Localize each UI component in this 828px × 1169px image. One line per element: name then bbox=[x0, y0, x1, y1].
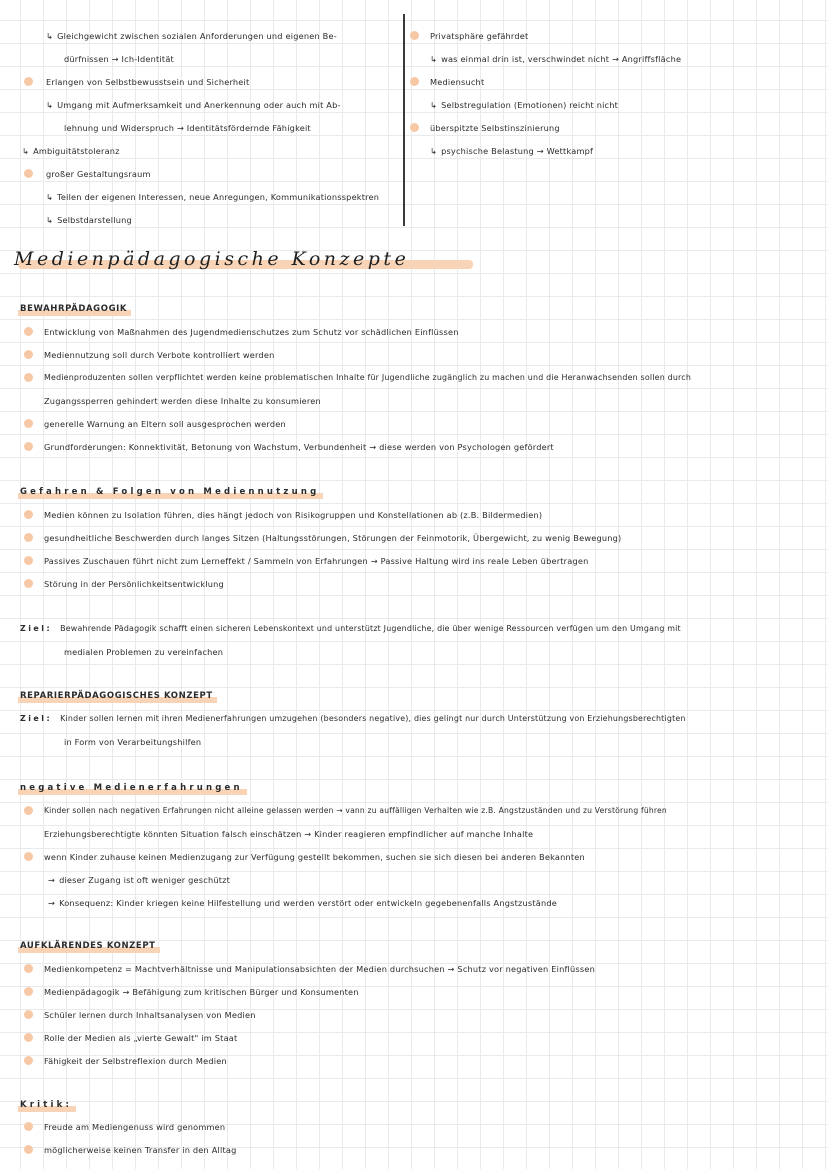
arrow-icon: ↳ bbox=[46, 31, 54, 41]
bullet-icon bbox=[24, 77, 33, 86]
bullet-icon bbox=[24, 442, 33, 451]
bullet-icon bbox=[24, 987, 33, 996]
arrow-icon: ↳ bbox=[22, 146, 30, 156]
goal-line: Ziel: Bewahrende Pädagogik schafft einen sicheren Lebenskontext und unterstützt Jugendliche, die über wenige Ressourcen verfügen um den Umgang mit bbox=[20, 624, 681, 633]
list-item: Rolle der Medien als „vierte Gewalt" im Staat bbox=[44, 1033, 238, 1043]
note-line: lehnung und Widerspruch → Identitätsfördernde Fähigkeit bbox=[64, 123, 311, 133]
note-line: ↳ Umgang mit Aufmerksamkeit und Anerkennung oder auch mit Ab- bbox=[46, 100, 341, 110]
note-line: ↳ Ambiguitätstoleranz bbox=[22, 146, 120, 156]
section-heading-negativ: negative Medienerfahrungen bbox=[20, 782, 243, 794]
arrow-icon: ↳ bbox=[430, 146, 438, 156]
bullet-icon bbox=[24, 169, 33, 178]
list-item: Mediennutzung soll durch Verbote kontrolliert werden bbox=[44, 350, 275, 360]
bullet-icon bbox=[24, 533, 33, 542]
arrow-icon: ↳ bbox=[46, 192, 54, 202]
note-line: ↳ Selbstdarstellung bbox=[46, 215, 132, 225]
note-line: Erlangen von Selbstbewusstsein und Sicherheit bbox=[46, 77, 250, 87]
section-heading-bewahr: BEWAHRPÄDAGOGIK bbox=[20, 303, 127, 315]
list-item: generelle Warnung an Eltern soll ausgesprochen werden bbox=[44, 419, 286, 429]
bullet-icon bbox=[24, 579, 33, 588]
list-item: Grundforderungen: Konnektivität, Betonung von Wachstum, Verbundenheit → diese werden von Psychologen gefördert bbox=[44, 442, 554, 452]
arrow-icon: ↳ bbox=[46, 215, 54, 225]
list-item: wenn Kinder zuhause keinen Medienzugang zur Verfügung gestellt bekommen, suchen sie sich diesen bei anderen Bekannten bbox=[44, 852, 585, 862]
list-item: Zugangssperren gehindert werden diese Inhalte zu konsumieren bbox=[44, 396, 321, 406]
list-item: Medienpädagogik → Befähigung zum kritischen Bürger und Konsumenten bbox=[44, 987, 359, 997]
list-item: Medien können zu Isolation führen, dies hängt jedoch von Risikogruppen und Konstellationen ab (z.B. Bildermedien) bbox=[44, 510, 543, 520]
note-line: dürfnissen → Ich-Identität bbox=[64, 54, 174, 64]
note-line: ↳ Teilen der eigenen Interessen, neue Anregungen, Kommunikationsspektren bbox=[46, 192, 380, 202]
list-item: Fähigkeit der Selbstreflexion durch Medien bbox=[44, 1056, 227, 1066]
bullet-icon bbox=[24, 1010, 33, 1019]
note-line: großer Gestaltungsraum bbox=[46, 169, 151, 179]
arrow-icon: → bbox=[48, 875, 56, 885]
section-heading-kritik: Kritik: bbox=[20, 1099, 72, 1111]
bullet-icon bbox=[24, 1122, 33, 1131]
note-line: Privatsphäre gefährdet bbox=[430, 31, 529, 41]
goal-line: in Form von Verarbeitungshilfen bbox=[64, 737, 202, 747]
bullet-icon bbox=[410, 77, 419, 86]
list-item: gesundheitliche Beschwerden durch langes Sitzen (Haltungsstörungen, Störungen der Feinmotorik, Übergewicht, zu wenig Bewegung) bbox=[44, 533, 622, 543]
bullet-icon bbox=[410, 31, 419, 40]
bullet-icon bbox=[24, 419, 33, 428]
arrow-icon: ↳ bbox=[430, 100, 438, 110]
list-item: möglicherweise keinen Transfer in den Alltag bbox=[44, 1145, 237, 1155]
note-line: ↳ Selbstregulation (Emotionen) reicht nicht bbox=[430, 100, 619, 110]
list-item: → dieser Zugang ist oft weniger geschützt bbox=[48, 875, 231, 885]
list-item: Freude am Mediengenuss wird genommen bbox=[44, 1122, 226, 1132]
bullet-icon bbox=[24, 510, 33, 519]
section-heading-reparier: REPARIERPÄDAGOGISCHES KONZEPT bbox=[20, 690, 213, 702]
note-line: ↳ Gleichgewicht zwischen sozialen Anforderungen und eigenen Be- bbox=[46, 31, 337, 41]
list-item: Störung in der Persönlichkeitsentwicklung bbox=[44, 579, 224, 589]
arrow-icon: ↳ bbox=[430, 54, 438, 64]
bullet-icon bbox=[24, 1056, 33, 1065]
page-title: Medienpädagogische Konzepte bbox=[14, 248, 410, 270]
section-heading-aufklaerend: AUFKLÄRENDES KONZEPT bbox=[20, 940, 156, 952]
list-item: → Konsequenz: Kinder kriegen keine Hilfestellung und werden verstört oder entwickeln gegebenenfalls Angstzustände bbox=[48, 898, 557, 908]
arrow-icon: → bbox=[48, 898, 56, 908]
note-line: Mediensucht bbox=[430, 77, 485, 87]
note-line: ↳ psychische Belastung → Wettkampf bbox=[430, 146, 594, 156]
list-item: Entwicklung von Maßnahmen des Jugendmedienschutzes zum Schutz vor schädlichen Einflüssen bbox=[44, 327, 459, 337]
list-item: Kinder sollen nach negativen Erfahrungen nicht alleine gelassen werden → vann zu auffälligen Verhalten wie z.B. Angstzuständen und zu Verstörung führen bbox=[44, 806, 667, 815]
bullet-icon bbox=[24, 556, 33, 565]
list-item: Medienkompetenz = Machtverhältnisse und Manipulationsabsichten der Medien durchsuchen → Schutz vor negativen Einflüssen bbox=[44, 964, 595, 974]
bullet-icon bbox=[24, 327, 33, 336]
list-item: Passives Zuschauen führt nicht zum Lerneffekt / Sammeln von Erfahrungen → Passive Haltung wird ins reale Leben übertragen bbox=[44, 556, 589, 566]
list-item: Erziehungsberechtigte könnten Situation falsch einschätzen → Kinder reagieren empfindlicher auf manche Inhalte bbox=[44, 829, 534, 839]
note-line: überspitzte Selbstinszinierung bbox=[430, 123, 560, 133]
section-heading-gefahren: Gefahren & Folgen von Mediennutzung bbox=[20, 486, 319, 498]
bullet-icon bbox=[24, 373, 33, 382]
list-item: Medienproduzenten sollen verpflichtet werden keine problematischen Inhalte für Jugendliche zugänglich zu machen und die Heranwachsenden sollen durch bbox=[44, 373, 692, 382]
note-line: ↳ was einmal drin ist, verschwindet nicht → Angriffsfläche bbox=[430, 54, 682, 64]
list-item: Schüler lernen durch Inhaltsanalysen von Medien bbox=[44, 1010, 256, 1020]
bullet-icon bbox=[24, 964, 33, 973]
bullet-icon bbox=[24, 852, 33, 861]
bullet-icon bbox=[24, 806, 33, 815]
bullet-icon bbox=[24, 1145, 33, 1154]
goal-line: medialen Problemen zu vereinfachen bbox=[64, 647, 224, 657]
goal-line: Ziel: Kinder sollen lernen mit ihren Medienerfahrungen umzugehen (besonders negative), dies gelingt nur durch Unterstützung von Erziehungsberechtigten bbox=[20, 714, 686, 723]
bullet-icon bbox=[24, 350, 33, 359]
bullet-icon bbox=[24, 1033, 33, 1042]
arrow-icon: ↳ bbox=[46, 100, 54, 110]
bullet-icon bbox=[410, 123, 419, 132]
column-divider bbox=[403, 14, 405, 226]
